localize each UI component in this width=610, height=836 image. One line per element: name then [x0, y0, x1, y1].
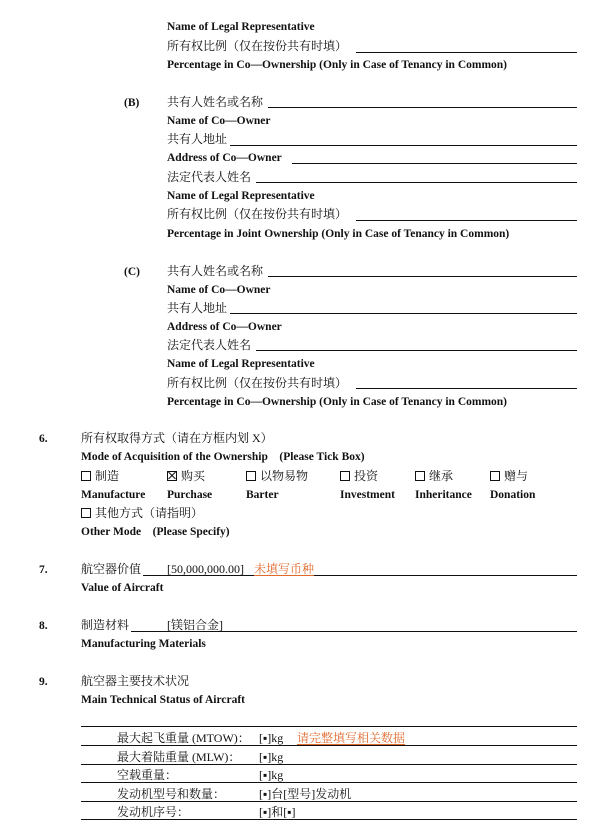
co-owner-c-rep-field[interactable]: [256, 350, 577, 351]
checkbox-inheritance[interactable]: [415, 471, 425, 481]
co-owner-b-name-cn: 共有人姓名或名称: [167, 95, 264, 109]
co-owner-b-percentage-field[interactable]: [356, 220, 577, 221]
aircraft-value: [50,000,000.00]: [167, 562, 244, 576]
empty-weight-label: 空载重量：: [117, 768, 178, 782]
co-owner-b-percentage-cn: 所有权比例（仅在按份共有时填）: [167, 207, 348, 221]
option-investment-en: Investment: [340, 489, 395, 501]
top-percentage-en: Percentage in Co—Ownership (Only in Case of Tenancy in Common): [167, 59, 508, 71]
section-9-number: 9.: [39, 676, 48, 688]
option-purchase-cn: 购买: [181, 469, 206, 483]
option-manufacture-en: Manufacture: [81, 489, 146, 501]
table-row-rule: [81, 764, 577, 765]
co-owner-c-address-en: Address of Co—Owner: [167, 321, 282, 333]
section-6-title-en: Mode of Acquisition of the Ownership (Please Tick Box): [81, 451, 365, 463]
option-manufacture[interactable]: [81, 469, 119, 483]
co-owner-c-percentage-en: Percentage in Co—Ownership (Only in Case of Tenancy in Common): [167, 396, 508, 408]
option-barter[interactable]: [246, 469, 308, 483]
co-owner-b-rep-cn: 法定代表人姓名: [167, 170, 252, 184]
option-investment-cn: 投资: [354, 469, 379, 483]
co-owner-b-name-en: Name of Co—Owner: [167, 115, 271, 127]
co-owner-b-address-en-field[interactable]: [292, 163, 577, 164]
option-barter-en: Barter: [246, 489, 279, 501]
table-row-rule: [81, 782, 577, 783]
table-top-rule: [81, 726, 577, 727]
option-investment[interactable]: [340, 469, 378, 483]
section-7-number: 7.: [39, 564, 48, 576]
section-8-number: 8.: [39, 620, 48, 632]
co-owner-c-address-cn: 共有人地址: [167, 301, 228, 315]
section-6-title-cn: 所有权取得方式（请在方框内划 X）: [81, 431, 273, 445]
aircraft-value-label-en: Value of Aircraft: [81, 582, 164, 594]
complete-data-note: 请完整填写相关数据: [297, 731, 406, 745]
co-owner-c-name-field[interactable]: [268, 276, 577, 277]
checkbox-manufacture[interactable]: [81, 471, 91, 481]
co-owner-c-rep-en: Name of Legal Representative: [167, 358, 315, 370]
co-owner-b-rep-field[interactable]: [256, 182, 577, 183]
aircraft-value-label-cn: 航空器价值: [81, 562, 142, 576]
option-inheritance-cn: 继承: [429, 469, 454, 483]
co-owner-c-percentage-field[interactable]: [356, 388, 577, 389]
co-owner-c-rep-cn: 法定代表人姓名: [167, 338, 252, 352]
engine-serial-label: 发动机序号：: [117, 805, 190, 819]
option-other-cn: 其他方式（请指明）: [95, 506, 204, 520]
top-legal-rep-en: Name of Legal Representative: [167, 21, 315, 33]
checkbox-other[interactable]: [81, 508, 91, 518]
materials-label-en: Manufacturing Materials: [81, 638, 206, 650]
option-purchase-en: Purchase: [167, 489, 213, 501]
checkbox-investment[interactable]: [340, 471, 350, 481]
option-other-en: Other Mode (Please Specify): [81, 526, 230, 538]
co-owner-b-marker: (B): [124, 97, 140, 109]
checkbox-barter[interactable]: [246, 471, 256, 481]
option-donation[interactable]: [490, 469, 528, 483]
table-row-rule: [81, 801, 577, 802]
checkbox-purchase[interactable]: [167, 471, 177, 481]
co-owner-b-percentage-en: Percentage in Joint Ownership (Only in Case of Tenancy in Common): [167, 228, 510, 240]
currency-missing-note: 未填写币种: [254, 562, 315, 576]
top-percentage-field[interactable]: [356, 52, 577, 53]
co-owner-c-address-field[interactable]: [230, 313, 577, 314]
co-owner-b-address-cn: 共有人地址: [167, 132, 228, 146]
co-owner-c-name-cn: 共有人姓名或名称: [167, 264, 264, 278]
engine-model-label: 发动机型号和数量：: [117, 787, 226, 801]
option-manufacture-cn: 制造: [95, 469, 120, 483]
mlw-label: 最大着陆重量 (MLW)：: [117, 750, 241, 764]
engine-serial-value[interactable]: [▪]和[▪]: [259, 805, 296, 819]
materials-value: [镁铝合金]: [167, 618, 223, 632]
mlw-value[interactable]: [▪]kg: [259, 750, 284, 764]
table-bottom-rule: [81, 819, 577, 820]
co-owner-c-name-en: Name of Co—Owner: [167, 284, 271, 296]
option-inheritance-en: Inheritance: [415, 489, 472, 501]
co-owner-b-name-field[interactable]: [268, 107, 577, 108]
co-owner-b-address-field[interactable]: [230, 145, 577, 146]
technical-status-title-en: Main Technical Status of Aircraft: [81, 694, 245, 706]
co-owner-c-percentage-cn: 所有权比例（仅在按份共有时填）: [167, 376, 348, 390]
co-owner-c-marker: (C): [124, 266, 140, 278]
checkbox-donation[interactable]: [490, 471, 500, 481]
mtow-label: 最大起飞重量 (MTOW)：: [117, 731, 250, 745]
technical-status-title-cn: 航空器主要技术状况: [81, 674, 190, 688]
section-6-number: 6.: [39, 433, 48, 445]
materials-label-cn: 制造材料: [81, 618, 130, 632]
option-donation-en: Donation: [490, 489, 536, 501]
option-donation-cn: 赠与: [504, 469, 529, 483]
mtow-value[interactable]: [▪]kg: [259, 731, 284, 745]
co-owner-b-address-en: Address of Co—Owner: [167, 152, 282, 164]
empty-weight-value[interactable]: [▪]kg: [259, 768, 284, 782]
option-barter-cn: 以物易物: [260, 469, 309, 483]
top-percentage-cn: 所有权比例（仅在按份共有时填）: [167, 39, 348, 53]
option-purchase[interactable]: [167, 469, 205, 483]
co-owner-b-rep-en: Name of Legal Representative: [167, 190, 315, 202]
option-inheritance[interactable]: [415, 469, 453, 483]
engine-model-value[interactable]: [▪]台[型号]发动机: [259, 787, 352, 801]
option-other[interactable]: [81, 506, 203, 520]
table-row-rule: [81, 745, 577, 746]
